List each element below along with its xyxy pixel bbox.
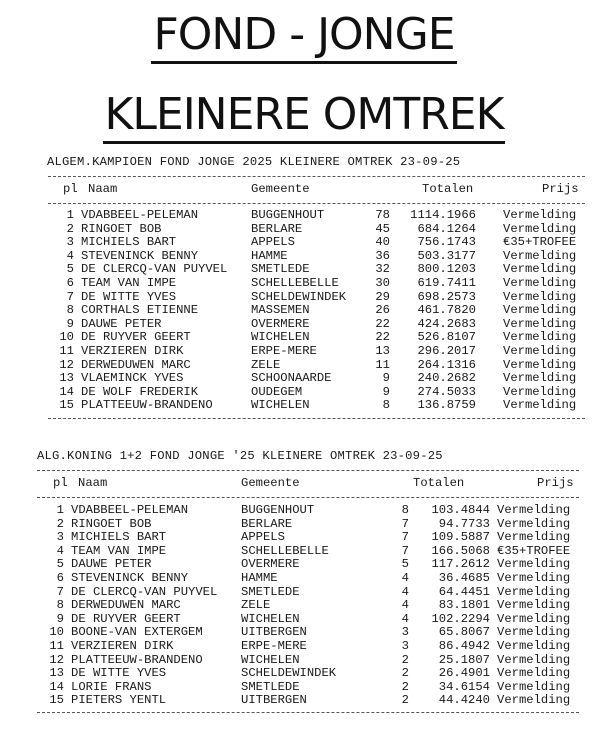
title-text-2: KLEINERE OMTREK (103, 89, 506, 144)
cell-prize: Vermelding (497, 571, 571, 585)
cell-municipality: ZELE (251, 357, 281, 372)
cell-place: 10 (49, 625, 64, 640)
col-header-prijs: Prijs (542, 182, 579, 196)
cell-prize: Vermelding (503, 221, 577, 236)
cell-prize: Vermelding (497, 584, 571, 599)
table-row (0, 571, 600, 585)
table-row (0, 557, 600, 571)
cell-name: DERWEDUWEN MARC (81, 357, 191, 372)
cell-points: 8 (401, 503, 409, 517)
cell-points: 40 (375, 235, 390, 250)
cell-name: PLATTEEUW-BRANDENO (81, 398, 213, 413)
cell-total: 264.1316 (417, 357, 476, 372)
cell-total: 461.7820 (417, 303, 476, 318)
cell-name: VERZIEREN DIRK (71, 639, 174, 653)
cell-name: VDABBEEL-PELEMAN (81, 208, 199, 222)
cell-name: DERWEDUWEN MARC (71, 598, 181, 613)
cell-prize: Vermelding (503, 303, 577, 318)
cell-place: 12 (59, 357, 74, 372)
cell-total: 274.5033 (417, 384, 476, 399)
cell-name: TEAM VAN IMPE (81, 276, 177, 290)
cell-municipality: BERLARE (251, 221, 303, 236)
cell-municipality: WICHELEN (241, 611, 300, 626)
cell-place: 5 (56, 557, 64, 572)
cell-points: 13 (375, 344, 390, 358)
cell-total: 34.6154 (438, 679, 490, 694)
cell-name: LORIE FRANS (71, 679, 152, 694)
cell-points: 2 (401, 693, 409, 708)
table-row (0, 653, 600, 667)
cell-municipality: HAMME (241, 571, 278, 585)
cell-points: 78 (375, 208, 390, 222)
cell-place: 8 (66, 303, 74, 318)
cell-total: 296.2017 (417, 344, 476, 358)
col-header-gemeente: Gemeente (251, 182, 310, 196)
cell-total: 64.4451 (438, 584, 490, 599)
cell-prize: Vermelding (503, 262, 577, 277)
col-header-prijs: Prijs (537, 476, 574, 490)
table-row (0, 625, 600, 639)
cell-points: 9 (382, 371, 390, 386)
cell-prize: Vermelding (497, 503, 571, 517)
cell-name: PLATTEEUW-BRANDENO (71, 652, 203, 667)
cell-municipality: OUDEGEM (251, 384, 303, 399)
cell-total: 698.2573 (417, 289, 476, 304)
cell-prize: Vermelding (497, 666, 571, 681)
table-row (0, 530, 600, 544)
col-header-naam: Naam (88, 182, 118, 196)
section-title: ALG.KONING 1+2 FOND JONGE '25 KLEINERE OMTREK 23-09-25 (37, 449, 443, 463)
cell-prize: €35+TROFEE (503, 235, 577, 250)
cell-municipality: OVERMERE (251, 316, 310, 331)
cell-points: 2 (401, 666, 409, 681)
cell-municipality: SCHOONAARDE (251, 371, 332, 386)
cell-prize: Vermelding (497, 679, 571, 694)
cell-place: 9 (66, 316, 74, 331)
cell-points: 22 (375, 316, 390, 331)
cell-points: 5 (401, 557, 409, 572)
cell-total: 36.4685 (438, 571, 490, 585)
cell-prize: Vermelding (503, 316, 577, 331)
cell-prize: Vermelding (497, 557, 571, 572)
cell-total: 1114.1966 (410, 208, 476, 222)
cell-name: PIETERS YENTL (71, 693, 167, 708)
cell-points: 7 (401, 516, 409, 531)
cell-name: MICHIELS BART (71, 530, 167, 545)
cell-total: 166.5068 (431, 543, 490, 558)
cell-municipality: UITBERGEN (241, 625, 307, 640)
table-row (0, 680, 600, 694)
col-header-pl: pl (53, 476, 68, 490)
cell-prize: Vermelding (503, 371, 577, 386)
cell-place: 2 (56, 516, 64, 531)
cell-place: 12 (49, 652, 64, 667)
cell-place: 15 (49, 693, 64, 708)
cell-place: 3 (56, 530, 64, 545)
cell-prize: Vermelding (503, 208, 577, 222)
cell-municipality: APPELS (251, 235, 295, 250)
cell-prize: Vermelding (497, 693, 571, 708)
cell-municipality: ZELE (241, 598, 271, 613)
col-header-totalen: Totalen (413, 476, 465, 490)
cell-points: 2 (401, 652, 409, 667)
cell-place: 13 (59, 371, 74, 386)
cell-points: 7 (401, 530, 409, 545)
cell-place: 7 (66, 289, 74, 304)
cell-place: 14 (59, 384, 74, 399)
cell-municipality: WICHELEN (251, 330, 310, 345)
col-header-pl: pl (63, 182, 78, 196)
cell-name: DE RUYVER GEERT (81, 330, 191, 345)
cell-name: RINGOET BOB (71, 516, 152, 531)
cell-place: 2 (66, 221, 74, 236)
divider (37, 712, 579, 713)
cell-prize: Vermelding (497, 639, 571, 653)
cell-place: 6 (66, 276, 74, 290)
cell-total: 102.2294 (431, 611, 490, 626)
cell-municipality: HAMME (251, 248, 288, 263)
cell-prize: Vermelding (503, 384, 577, 399)
cell-name: VERZIEREN DIRK (81, 344, 184, 358)
cell-total: 65.8067 (438, 625, 490, 640)
cell-points: 2 (401, 679, 409, 694)
cell-prize: Vermelding (497, 625, 571, 640)
cell-place: 10 (59, 330, 74, 345)
cell-points: 45 (375, 221, 390, 236)
cell-total: 44.4240 (438, 693, 490, 708)
cell-points: 22 (375, 330, 390, 345)
cell-municipality: ERPE-MERE (241, 639, 307, 653)
table-row (0, 517, 600, 531)
table-row (0, 639, 600, 653)
cell-prize: Vermelding (503, 248, 577, 263)
table-row (0, 544, 600, 558)
cell-place: 1 (56, 503, 64, 517)
cell-prize: Vermelding (503, 344, 577, 358)
cell-points: 11 (375, 357, 390, 372)
cell-place: 4 (66, 248, 74, 263)
cell-points: 26 (375, 303, 390, 318)
cell-points: 30 (375, 276, 390, 290)
cell-name: DAUWE PETER (71, 557, 152, 572)
cell-municipality: BERLARE (241, 516, 293, 531)
cell-place: 3 (66, 235, 74, 250)
cell-total: 424.2683 (417, 316, 476, 331)
cell-total: 86.4942 (438, 639, 490, 653)
cell-name: DE WITTE YVES (81, 289, 177, 304)
cell-place: 1 (66, 208, 74, 222)
cell-total: 109.5887 (431, 530, 490, 545)
cell-total: 83.1801 (438, 598, 490, 613)
cell-municipality: SCHELLEBELLE (251, 276, 339, 290)
cell-points: 32 (375, 262, 390, 277)
cell-points: 3 (401, 639, 409, 653)
cell-name: DE CLERCQ-VAN PUYVEL (71, 584, 218, 599)
col-header-naam: Naam (78, 476, 108, 490)
divider (37, 497, 579, 498)
col-header-gemeente: Gemeente (241, 476, 300, 490)
cell-name: MICHIELS BART (81, 235, 177, 250)
cell-municipality: OVERMERE (241, 557, 300, 572)
table-row (0, 598, 600, 612)
cell-municipality: SMETLEDE (251, 262, 310, 277)
table-row (0, 612, 600, 626)
cell-place: 11 (49, 639, 64, 653)
cell-municipality: SCHELLEBELLE (241, 543, 329, 558)
cell-place: 8 (56, 598, 64, 613)
cell-total: 240.2682 (417, 371, 476, 386)
cell-name: RINGOET BOB (81, 221, 162, 236)
cell-place: 14 (49, 679, 64, 694)
cell-total: 94.7733 (438, 516, 490, 531)
col-header-totalen: Totalen (422, 182, 474, 196)
cell-municipality: BUGGENHOUT (241, 503, 315, 517)
cell-name: VDABBEEL-PELEMAN (71, 503, 189, 517)
cell-municipality: WICHELEN (241, 652, 300, 667)
cell-total: 619.7411 (417, 276, 476, 290)
cell-points: 4 (401, 611, 409, 626)
title-text-1: FOND - JONGE (151, 9, 456, 64)
cell-name: DE RUYVER GEERT (71, 611, 181, 626)
cell-prize: Vermelding (503, 357, 577, 372)
cell-municipality: APPELS (241, 530, 285, 545)
cell-name: DAUWE PETER (81, 316, 162, 331)
cell-prize: Vermelding (497, 652, 571, 667)
cell-municipality: WICHELEN (251, 398, 310, 413)
cell-name: CORTHALS ETIENNE (81, 303, 199, 318)
cell-municipality: MASSEMEN (251, 303, 310, 318)
cell-total: 136.8759 (417, 398, 476, 413)
cell-place: 6 (56, 571, 64, 585)
cell-municipality: BUGGENHOUT (251, 208, 325, 222)
cell-points: 9 (382, 384, 390, 399)
cell-prize: €35+TROFEE (497, 543, 571, 558)
cell-place: 9 (56, 611, 64, 626)
cell-prize: Vermelding (497, 530, 571, 545)
cell-name: VLAEMINCK YVES (81, 371, 184, 386)
cell-place: 7 (56, 584, 64, 599)
cell-name: STEVENINCK BENNY (81, 248, 199, 263)
cell-municipality: ERPE-MERE (251, 344, 317, 358)
cell-prize: Vermelding (497, 611, 571, 626)
cell-prize: Vermelding (503, 330, 577, 345)
cell-name: DE WOLF FREDERIK (81, 384, 199, 399)
cell-total: 503.3177 (417, 248, 476, 263)
cell-total: 756.1743 (417, 235, 476, 250)
cell-name: DE CLERCQ-VAN PUYVEL (81, 262, 228, 277)
cell-points: 3 (401, 625, 409, 640)
cell-points: 8 (382, 398, 390, 413)
table-row (0, 503, 600, 517)
cell-place: 13 (49, 666, 64, 681)
table-row (0, 666, 600, 680)
cell-municipality: SCHELDEWINDEK (251, 289, 347, 304)
cell-points: 4 (401, 598, 409, 613)
divider (37, 470, 579, 471)
cell-prize: Vermelding (497, 516, 571, 531)
cell-name: DE WITTE YVES (71, 666, 167, 681)
section-title: ALGEM.KAMPIOEN FOND JONGE 2025 KLEINERE OMTREK 23-09-25 (47, 155, 461, 169)
cell-place: 4 (56, 543, 64, 558)
cell-points: 36 (375, 248, 390, 263)
cell-total: 526.8107 (417, 330, 476, 345)
cell-total: 26.4901 (438, 666, 490, 681)
cell-points: 4 (401, 571, 409, 585)
cell-total: 25.1807 (438, 652, 490, 667)
cell-prize: Vermelding (503, 289, 577, 304)
cell-total: 684.1264 (417, 221, 476, 236)
cell-municipality: SMETLEDE (241, 584, 300, 599)
cell-points: 29 (375, 289, 390, 304)
cell-municipality: UITBERGEN (241, 693, 307, 708)
cell-place: 11 (59, 344, 74, 358)
cell-place: 15 (59, 398, 74, 413)
cell-name: STEVENINCK BENNY (71, 571, 189, 585)
cell-total: 117.2612 (431, 557, 490, 572)
cell-name: TEAM VAN IMPE (71, 543, 167, 558)
cell-prize: Vermelding (503, 398, 577, 413)
cell-points: 4 (401, 584, 409, 599)
cell-municipality: SCHELDEWINDEK (241, 666, 337, 681)
cell-total: 103.4844 (431, 503, 490, 517)
cell-name: BOONE-VAN EXTERGEM (71, 625, 203, 640)
cell-prize: Vermelding (503, 276, 577, 290)
table-row (0, 693, 600, 707)
cell-place: 5 (66, 262, 74, 277)
cell-prize: Vermelding (497, 598, 571, 613)
cell-municipality: SMETLEDE (241, 679, 300, 694)
cell-total: 800.1203 (417, 262, 476, 277)
cell-points: 7 (401, 543, 409, 558)
table-row (0, 585, 600, 599)
